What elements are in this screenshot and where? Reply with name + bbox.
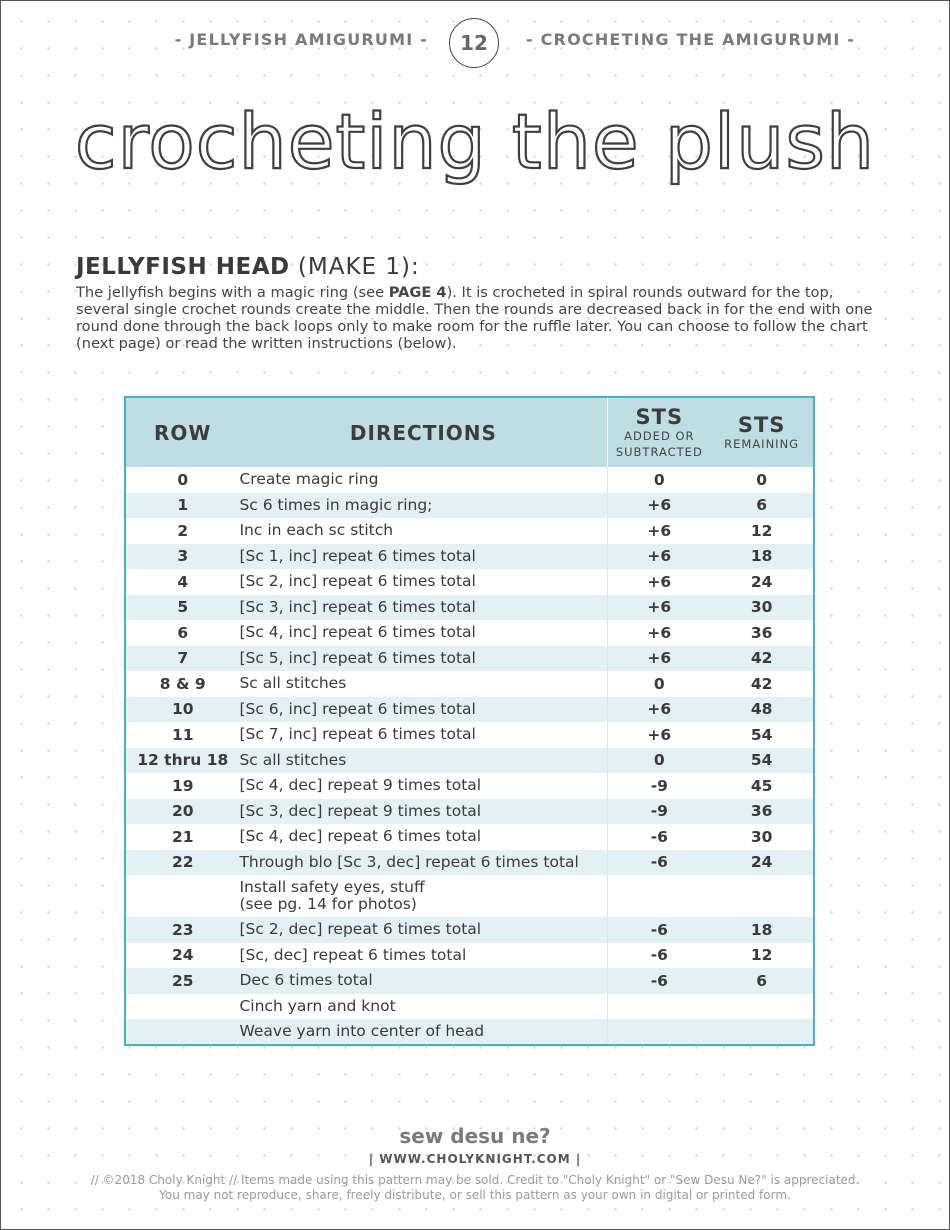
sts-added-cell: -9 — [650, 776, 668, 795]
sts-remaining-cell — [710, 875, 814, 917]
sts-remaining-cell: 24 — [750, 572, 773, 591]
row-number-cell: 22 — [171, 853, 194, 872]
header-sts-added-title: STS — [635, 404, 684, 429]
directions-cell: [Sc 1, inc] repeat 6 times total — [239, 544, 607, 570]
section-heading-qualifier: (MAKE 1): — [289, 254, 420, 280]
footer-legal — [0, 1173, 950, 1203]
header-sts-added — [608, 397, 710, 467]
sts-remaining-cell: 6 — [756, 496, 768, 515]
header-left-title: - JELLYFISH AMIGURUMI - — [174, 30, 428, 49]
row-number-cell: 1 — [177, 496, 189, 515]
directions-cell: [Sc 5, inc] repeat 6 times total — [239, 646, 607, 672]
row-number-cell: 8 & 9 — [159, 674, 206, 693]
sts-added-cell: +6 — [647, 598, 672, 617]
sts-remaining-cell: 18 — [750, 547, 773, 566]
sts-remaining-cell: 54 — [750, 725, 773, 744]
table-row — [125, 850, 814, 876]
row-number-cell: 21 — [171, 827, 194, 846]
row-number-cell: 23 — [171, 920, 194, 939]
row-number-cell: 24 — [171, 946, 194, 965]
row-number-cell: 12 thru 18 — [137, 751, 229, 770]
sts-remaining-cell: 48 — [750, 700, 773, 719]
table-row — [125, 799, 814, 825]
table-body — [125, 467, 814, 1045]
footer-legal-line-1: // ©2018 Choly Knight // Items made using this pattern may be sold. Credit to "Choly Knight" or "Sew Desu Ne?" is appreciated. — [90, 1173, 860, 1187]
row-number-cell — [125, 875, 239, 917]
table-row — [125, 875, 814, 917]
header-sts-remaining-sub: REMAINING — [724, 436, 800, 451]
table-row — [125, 748, 814, 774]
directions-cell: Sc 6 times in magic ring; — [239, 493, 607, 519]
header-right-title: - CROCHETING THE AMIGURUMI - — [526, 30, 856, 49]
sts-remaining-cell: 18 — [750, 920, 773, 939]
table-row — [125, 697, 814, 723]
sts-remaining-cell — [710, 1019, 814, 1045]
row-number-cell: 19 — [171, 776, 194, 795]
header-sts-remaining-title: STS — [737, 412, 786, 437]
directions-cell: Cinch yarn and knot — [239, 994, 607, 1020]
sts-added-cell: +6 — [647, 623, 672, 642]
pattern-table — [124, 396, 815, 1046]
directions-cell: [Sc 7, inc] repeat 6 times total — [239, 722, 607, 748]
row-number-cell: 3 — [177, 547, 189, 566]
directions-cell: Sc all stitches — [239, 671, 607, 697]
header-sts-added-sub: ADDED OR SUBTRACTED — [615, 428, 703, 459]
footer-brand: sew desu ne? — [399, 1124, 551, 1148]
directions-cell: [Sc 4, inc] repeat 6 times total — [239, 620, 607, 646]
sts-added-cell: +6 — [647, 547, 672, 566]
row-number-cell: 11 — [171, 725, 194, 744]
sts-remaining-cell: 42 — [750, 649, 773, 668]
directions-cell: Dec 6 times total — [239, 968, 607, 994]
sts-added-cell: +6 — [647, 725, 672, 744]
table-header-row — [125, 397, 814, 467]
footer-legal-line-2: You may not reproduce, share, freely distribute, or sell this pattern as your own in digital or printed form. — [159, 1188, 791, 1202]
row-number-cell: 25 — [171, 971, 194, 990]
sts-added-cell: -6 — [650, 946, 668, 965]
table-row — [125, 493, 814, 519]
page-title: crocheting the plush — [74, 97, 876, 186]
footer-website-link[interactable]: | WWW.CHOLYKNIGHT.COM | — [368, 1152, 582, 1166]
sts-remaining-cell: 36 — [750, 623, 773, 642]
table-row — [125, 943, 814, 969]
sts-added-cell — [608, 1019, 710, 1045]
table-row — [125, 620, 814, 646]
row-number-cell: 20 — [171, 802, 194, 821]
sts-remaining-cell — [710, 994, 814, 1020]
sts-added-cell — [608, 994, 710, 1020]
directions-cell: [Sc 6, inc] repeat 6 times total — [239, 697, 607, 723]
row-number-cell: 2 — [177, 521, 189, 540]
directions-cell: Inc in each sc stitch — [239, 518, 607, 544]
table-row — [125, 544, 814, 570]
page-reference-link[interactable]: PAGE 4 — [388, 284, 447, 301]
row-number-cell — [125, 994, 239, 1020]
directions-cell: [Sc, dec] repeat 6 times total — [239, 943, 607, 969]
table-row — [125, 917, 814, 943]
table-row — [125, 518, 814, 544]
table-row — [125, 824, 814, 850]
sts-added-cell: -9 — [650, 802, 668, 821]
intro-paragraph — [76, 284, 876, 352]
section-heading — [76, 254, 420, 280]
row-number-cell: 7 — [177, 649, 189, 668]
table-row — [125, 722, 814, 748]
page-number-badge — [449, 18, 499, 68]
table-row — [125, 994, 814, 1020]
row-number-cell — [125, 1019, 239, 1045]
directions-cell: Sc all stitches — [239, 748, 607, 774]
row-number-cell: 6 — [177, 623, 189, 642]
sts-added-cell: -6 — [650, 827, 668, 846]
sts-remaining-cell: 30 — [750, 827, 773, 846]
row-number-cell: 5 — [177, 598, 189, 617]
table-row — [125, 646, 814, 672]
directions-cell: [Sc 2, inc] repeat 6 times total — [239, 569, 607, 595]
directions-cell: [Sc 3, inc] repeat 6 times total — [239, 595, 607, 621]
sts-added-cell: 0 — [653, 674, 665, 693]
sts-added-cell: +6 — [647, 572, 672, 591]
section-heading-main: JELLYFISH HEAD — [76, 254, 290, 280]
sts-added-cell: +6 — [647, 521, 672, 540]
sts-remaining-cell: 24 — [750, 853, 773, 872]
sts-remaining-cell: 30 — [750, 598, 773, 617]
table-row — [125, 1019, 814, 1045]
sts-remaining-cell: 6 — [756, 971, 768, 990]
sts-added-cell: -6 — [650, 971, 668, 990]
sts-added-cell: 0 — [653, 470, 665, 489]
row-number-cell: 4 — [177, 572, 189, 591]
intro-text-start: The jellyfish begins with a magic ring (see — [76, 284, 389, 301]
directions-cell: Weave yarn into center of head — [239, 1019, 607, 1045]
directions-cell: [Sc 2, dec] repeat 6 times total — [239, 917, 607, 943]
table-row — [125, 569, 814, 595]
page-number: 12 — [460, 31, 488, 55]
directions-cell: [Sc 4, dec] repeat 6 times total — [239, 824, 607, 850]
directions-cell: Install safety eyes, stuff (see pg. 14 for photos) — [239, 875, 607, 917]
sts-remaining-cell: 0 — [756, 470, 768, 489]
table-row — [125, 773, 814, 799]
header-row: ROW — [154, 420, 212, 445]
directions-cell: [Sc 3, dec] repeat 9 times total — [239, 799, 607, 825]
page-header — [0, 18, 950, 68]
table-row — [125, 968, 814, 994]
sts-remaining-cell: 45 — [750, 776, 773, 795]
directions-cell: Through blo [Sc 3, dec] repeat 6 times total — [239, 850, 607, 876]
table-row — [125, 671, 814, 697]
sts-added-cell: +6 — [647, 496, 672, 515]
sts-added-cell: -6 — [650, 920, 668, 939]
sts-added-cell — [608, 875, 710, 917]
sts-remaining-cell: 12 — [750, 946, 773, 965]
sts-remaining-cell: 54 — [750, 751, 773, 770]
table-row — [125, 595, 814, 621]
row-number-cell: 10 — [171, 700, 194, 719]
sts-added-cell: +6 — [647, 700, 672, 719]
row-number-cell: 0 — [177, 470, 189, 489]
sts-remaining-cell: 36 — [750, 802, 773, 821]
directions-cell: Create magic ring — [239, 467, 607, 493]
table-row — [125, 467, 814, 493]
sts-added-cell: -6 — [650, 853, 668, 872]
intro-text-end: ). It is crocheted in spiral rounds outward for the top, several single crochet rounds create the middle. Then the rounds are decreased back in for the end with one round done through the back loops only to make room for the ruffle later. You can choose to follow the chart (next page) or read the written instructions (below). — [76, 284, 873, 352]
sts-remaining-cell: 12 — [750, 521, 773, 540]
directions-cell: [Sc 4, dec] repeat 9 times total — [239, 773, 607, 799]
sts-added-cell: 0 — [653, 751, 665, 770]
sts-remaining-cell: 42 — [750, 674, 773, 693]
header-sts-remaining — [710, 397, 814, 467]
header-directions: DIRECTIONS — [239, 397, 607, 467]
sts-added-cell: +6 — [647, 649, 672, 668]
